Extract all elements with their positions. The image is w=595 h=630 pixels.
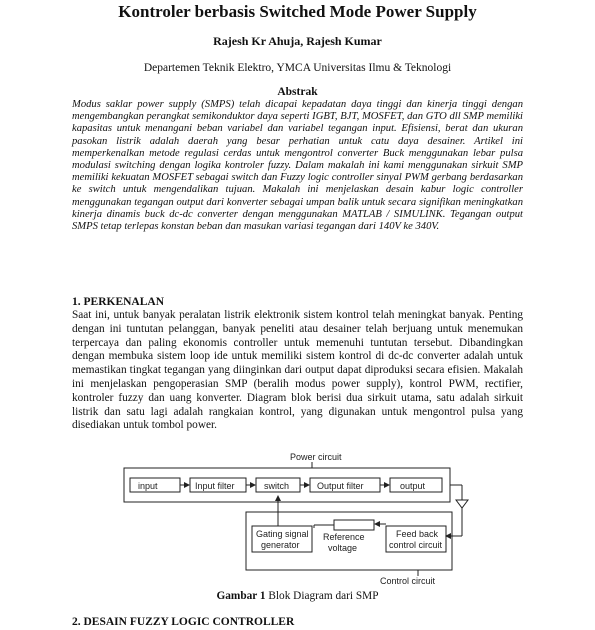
output-label: output [400, 481, 426, 491]
reference-voltage-block [334, 520, 374, 530]
input-filter-label: Input filter [195, 481, 235, 491]
abstract-text: Modus saklar power supply (SMPS) telah dicapai kepadatan daya tinggi dan kinerja tinggi dengan mengembangkan perangkat semikonduktor daya seperti IGBT, BJT, MOSFET, dan GTO dll SMP memiliki kapasitas untuk menangani beban variabel dan variabel tegangan input. Efisiensi, berat dan ukuran pasokan listrik adalah daerah yang besar perhatian untuk catu daya desainer. Artikel ini memperkenalkan metode regulasi cerdas untuk mengontrol converter Buck menggunakan lebar pulsa modulasi switching dengan logika kontroler fuzzy. Dalam makalah ini kami menggunakan sirkuit SMP memiliki kekuatan MOSFET sebagai switch dan Fuzzy logic controller sinyal PWM gerbang berdasarkan ke switch untuk mengendalikan tujuan. Makalah ini menjelaskan desain kabur logic controller menggunakan tegangan output dari konverter sebagai umpan balik untuk secara signifikan meningkatkan kinerja dinamis buck dc-dc converter dengan menggunakan MATLAB / SIMULINK. Tegangan output SMPS tetap terlepas konstan beban dan masukan variasi tegangan dari 140V ke 340V. [72, 99, 523, 233]
gating-label-2: generator [261, 540, 300, 550]
reference-label-1: Reference [323, 532, 365, 542]
switch-label: switch [264, 481, 290, 491]
block-diagram [118, 448, 488, 586]
gating-label-1: Gating signal [256, 529, 309, 539]
input-label: input [138, 481, 158, 491]
abstract-heading: Abstrak [277, 86, 318, 98]
section-1-text: Saat ini, untuk banyak peralatan listrik elektronik sistem kontrol telah meningkat banyak. Penting dengan ini tuntutan pelanggan, banyak peneliti atau desainer telah berjuang untuk menemukan terpercaya dan paling ekonomis controller untuk memenuhi tuntutan tersebut. Dibandingkan dengan membuka sistem loop ide untuk memiliki sistem kontrol di dc-dc converter adalah untuk memastikan tingkat tegangan yang diinginkan dari output dapat diproduksi secara efisien. Makalah ini menjelaskan pengoperasian SMP (beralih modus power supply), kontrol PWM, rectifier, kontroler fuzzy dan uang konverter. Diagram blok berisi dua sirkuit utama, satu adalah sirkuit listrik dan satu lagi adalah rangkaian kontrol, yang digunakan untuk mengontrol pulsa yang disediakan untuk tombol power. [72, 309, 523, 432]
affiliation: Departemen Teknik Elektro, YMCA Universitas Ilmu & Teknologi [143, 62, 452, 74]
section-1-heading: 1. PERKENALAN [72, 296, 165, 308]
figure-caption-label: Gambar 1 [216, 590, 266, 602]
sense-triangle [456, 500, 468, 508]
figure-caption-text: Blok Diagram dari SMP [265, 590, 379, 602]
feedback-label-2: control circuit [389, 540, 443, 550]
block-diagram-figure [118, 448, 488, 586]
section-2-heading: 2. DESAIN FUZZY LOGIC CONTROLLER [72, 616, 295, 628]
authors: Rajesh Kr Ahuja, Rajesh Kumar [213, 34, 382, 48]
output-filter-label: Output filter [317, 481, 364, 491]
feedback-label-1: Feed back [396, 529, 439, 539]
paper-title: Kontroler berbasis Switched Mode Power Supply [118, 2, 477, 21]
figure-caption [0, 590, 595, 602]
reference-label-2: voltage [328, 543, 358, 553]
power-circuit-label: Power circuit [290, 452, 342, 462]
control-circuit-label: Control circuit [380, 576, 436, 586]
